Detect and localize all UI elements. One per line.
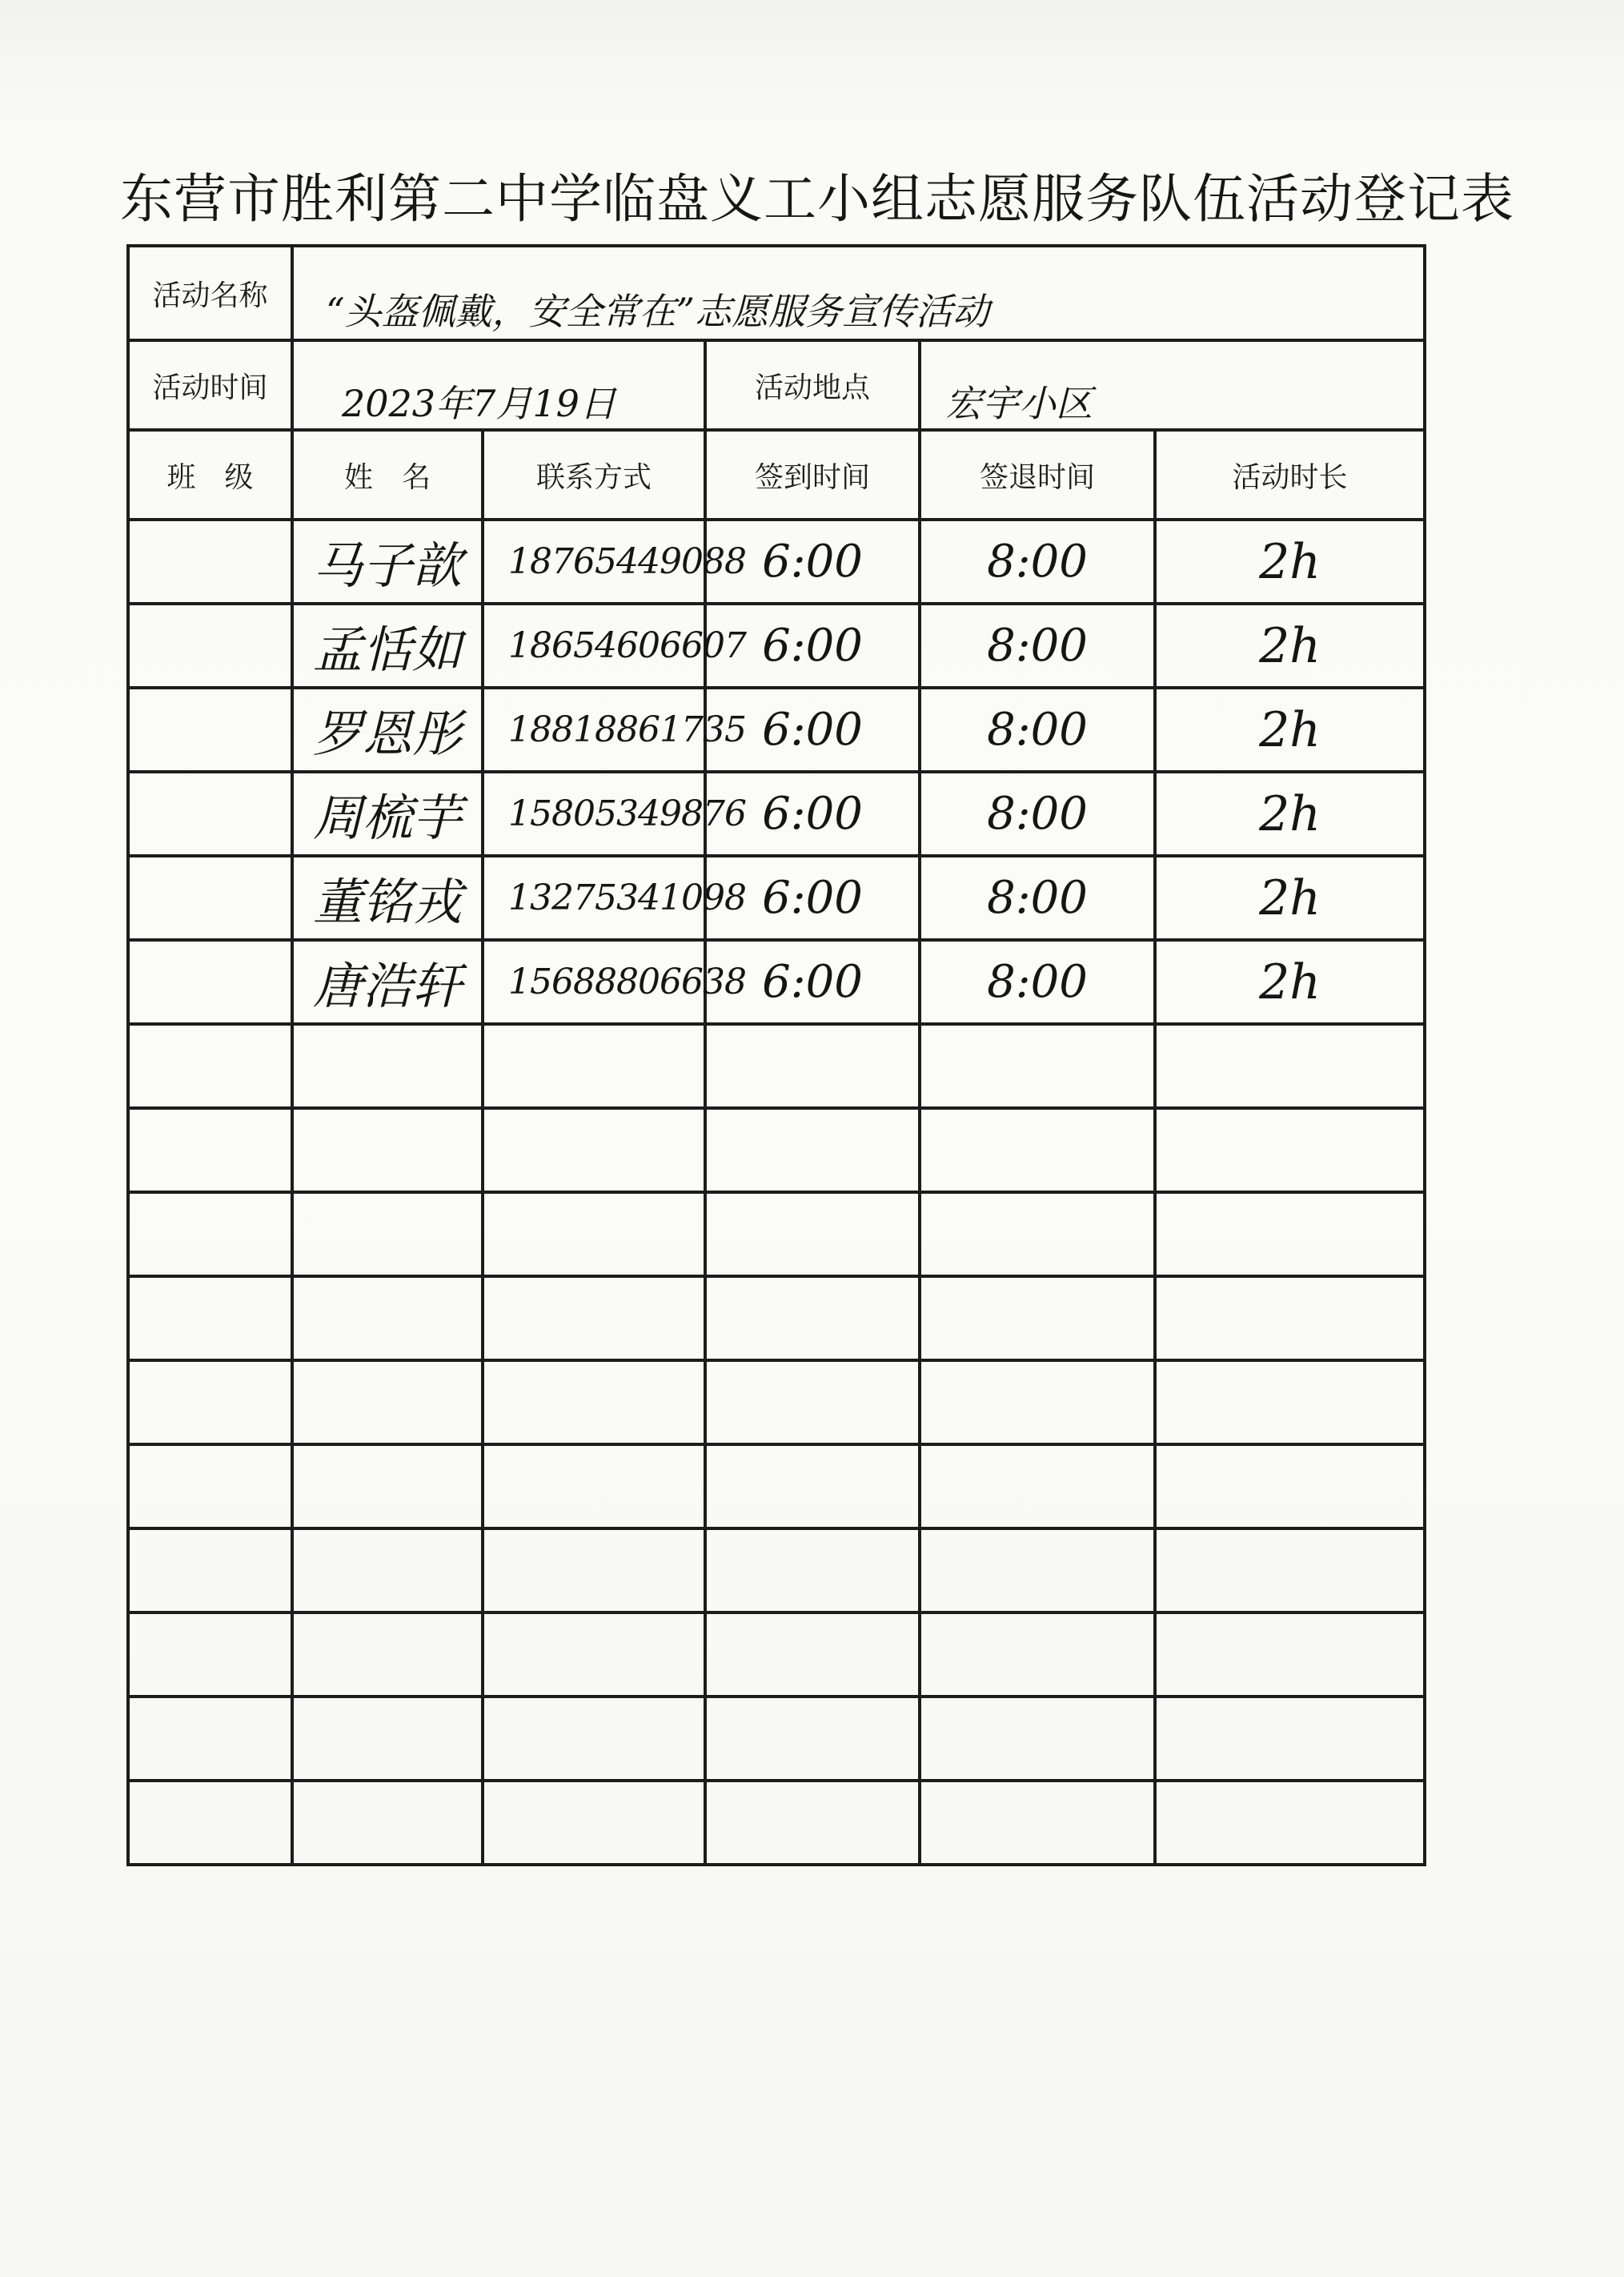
activity-time-value: 2023年7月19日	[342, 382, 616, 425]
registration-table	[126, 244, 1426, 1866]
sign-out-cell	[920, 1360, 1155, 1444]
name-cell	[292, 1360, 483, 1444]
sign-in-cell-value: 6:00	[762, 620, 863, 672]
class-cell	[128, 1444, 292, 1528]
sign-out-cell	[920, 940, 1155, 1024]
class-cell	[128, 1024, 292, 1108]
sign-in-cell	[705, 1781, 920, 1865]
sign-out-cell-value: 8:00	[987, 956, 1088, 1008]
activity-time-label: 活动时间	[128, 340, 292, 430]
sign-in-cell-value: 6:00	[762, 704, 863, 756]
phone-cell-value: 15805349876	[508, 793, 746, 834]
sign-out-cell	[920, 1528, 1155, 1612]
duration-cell-value: 2h	[1259, 533, 1321, 590]
sign-out-cell	[920, 1781, 1155, 1865]
table-row	[128, 1192, 1425, 1276]
table-row	[128, 1781, 1425, 1865]
col-header-phone: 联系方式	[483, 430, 705, 520]
table-row	[128, 1697, 1425, 1781]
sign-in-cell-value: 6:00	[762, 956, 863, 1008]
table-row	[128, 520, 1425, 604]
duration-cell	[1155, 940, 1425, 1024]
sign-in-cell	[705, 1697, 920, 1781]
col-header-sign-in: 签到时间	[705, 430, 920, 520]
phone-cell	[483, 520, 746, 604]
class-cell	[128, 1108, 292, 1192]
phone-cell	[483, 1360, 705, 1444]
sign-in-cell	[705, 1612, 920, 1697]
phone-cell-value: 18818861735	[508, 709, 746, 750]
sign-out-cell	[920, 1444, 1155, 1528]
sign-out-cell-value: 8:00	[987, 872, 1088, 924]
name-cell	[292, 1697, 483, 1781]
duration-cell	[1155, 520, 1425, 604]
phone-cell	[483, 1528, 705, 1612]
duration-cell	[1155, 1276, 1425, 1360]
name-cell	[292, 1612, 483, 1697]
sign-out-cell	[920, 688, 1155, 772]
duration-cell	[1155, 688, 1425, 772]
sign-in-cell	[705, 1444, 920, 1528]
activity-name-row	[128, 246, 1425, 340]
table-row	[128, 604, 1425, 688]
duration-cell	[1155, 1192, 1425, 1276]
phone-cell	[483, 1612, 705, 1697]
sign-out-cell	[920, 772, 1155, 856]
sign-out-cell-value: 8:00	[987, 620, 1088, 672]
duration-cell	[1155, 856, 1425, 940]
name-cell	[292, 1781, 483, 1865]
duration-cell-value: 2h	[1259, 617, 1321, 674]
table-row	[128, 856, 1425, 940]
col-header-class: 班 级	[128, 430, 292, 520]
sign-in-cell	[705, 1528, 920, 1612]
name-cell	[292, 1444, 483, 1528]
name-cell-value: 董铭戎	[312, 873, 462, 931]
class-cell	[128, 520, 292, 604]
name-cell	[292, 1192, 483, 1276]
duration-cell	[1155, 1697, 1425, 1781]
sign-out-cell	[920, 1024, 1155, 1108]
name-cell	[292, 1024, 483, 1108]
name-cell	[292, 940, 483, 1024]
name-cell-value: 唐浩轩	[312, 957, 462, 1015]
table-row	[128, 940, 1425, 1024]
sign-out-cell	[920, 1192, 1155, 1276]
phone-cell-value: 18654606607	[508, 625, 746, 666]
table-row	[128, 1612, 1425, 1697]
name-cell	[292, 1528, 483, 1612]
class-cell	[128, 1276, 292, 1360]
activity-name-label: 活动名称	[128, 246, 292, 340]
name-cell-value: 周梳芋	[312, 789, 462, 847]
sign-out-cell-value: 8:00	[987, 536, 1088, 588]
sign-out-cell	[920, 520, 1155, 604]
sign-in-cell-value: 6:00	[762, 872, 863, 924]
phone-cell	[483, 940, 746, 1024]
form-title: 东营市胜利第二中学临盘义工小组志愿服务队伍活动登记表	[120, 168, 1514, 230]
activity-time-cell	[292, 340, 705, 430]
sign-in-cell	[705, 1276, 920, 1360]
phone-cell	[483, 1697, 705, 1781]
class-cell	[128, 1360, 292, 1444]
duration-cell	[1155, 1360, 1425, 1444]
sign-out-cell	[920, 1697, 1155, 1781]
sign-out-cell	[920, 1108, 1155, 1192]
table-row	[128, 688, 1425, 772]
table-row	[128, 1276, 1425, 1360]
sign-out-cell	[920, 856, 1155, 940]
sign-out-cell	[920, 1612, 1155, 1697]
name-cell-value: 孟恬如	[312, 620, 462, 679]
duration-cell-value: 2h	[1259, 869, 1321, 926]
name-cell	[292, 1276, 483, 1360]
activity-place-value: 宏宇小区	[945, 382, 1093, 425]
sign-out-cell	[920, 604, 1155, 688]
phone-cell	[483, 688, 746, 772]
activity-place-label: 活动地点	[705, 340, 920, 430]
col-header-name: 姓 名	[292, 430, 483, 520]
duration-cell-value: 2h	[1259, 954, 1321, 1010]
name-cell	[292, 520, 483, 604]
class-cell	[128, 772, 292, 856]
class-cell	[128, 1192, 292, 1276]
class-cell	[128, 688, 292, 772]
col-header-duration: 活动时长	[1155, 430, 1425, 520]
table-row	[128, 1024, 1425, 1108]
class-cell	[128, 1528, 292, 1612]
duration-cell	[1155, 1528, 1425, 1612]
sign-in-cell	[705, 1024, 920, 1108]
duration-cell	[1155, 604, 1425, 688]
sign-in-cell	[705, 1192, 920, 1276]
class-cell	[128, 1697, 292, 1781]
phone-cell	[483, 1108, 705, 1192]
name-cell	[292, 604, 483, 688]
sign-out-cell-value: 8:00	[987, 704, 1088, 756]
duration-cell	[1155, 1444, 1425, 1528]
column-header-row	[128, 430, 1425, 520]
duration-cell-value: 2h	[1259, 701, 1321, 758]
duration-cell	[1155, 1024, 1425, 1108]
phone-cell-value: 13275341098	[508, 877, 746, 918]
sign-in-cell	[705, 1360, 920, 1444]
phone-cell	[483, 1444, 705, 1528]
table-row	[128, 1528, 1425, 1612]
activity-place-cell	[920, 340, 1425, 430]
name-cell-value: 马子歆	[312, 536, 462, 595]
sign-in-cell-value: 6:00	[762, 536, 863, 588]
class-cell	[128, 940, 292, 1024]
name-cell	[292, 856, 483, 940]
name-cell	[292, 772, 483, 856]
table-row	[128, 1108, 1425, 1192]
duration-cell	[1155, 1612, 1425, 1697]
duration-cell	[1155, 1781, 1425, 1865]
phone-cell-value: 18765449088	[508, 541, 746, 582]
class-cell	[128, 856, 292, 940]
duration-cell	[1155, 772, 1425, 856]
table-row	[128, 1360, 1425, 1444]
col-header-sign-out: 签退时间	[920, 430, 1155, 520]
sign-out-cell-value: 8:00	[987, 788, 1088, 840]
phone-cell	[483, 1024, 705, 1108]
name-cell	[292, 1108, 483, 1192]
duration-cell-value: 2h	[1259, 785, 1321, 842]
name-cell-value: 罗恩彤	[312, 705, 462, 763]
sign-in-cell-value: 6:00	[762, 788, 863, 840]
sign-in-cell	[705, 1108, 920, 1192]
activity-name-cell	[292, 246, 1425, 340]
duration-cell	[1155, 1108, 1425, 1192]
phone-cell	[483, 604, 746, 688]
class-cell	[128, 604, 292, 688]
activity-time-row	[128, 340, 1425, 430]
table-row	[128, 1444, 1425, 1528]
class-cell	[128, 1781, 292, 1865]
sign-out-cell	[920, 1276, 1155, 1360]
table-row	[128, 772, 1425, 856]
phone-cell	[483, 856, 746, 940]
phone-cell	[483, 1192, 705, 1276]
name-cell	[292, 688, 483, 772]
activity-name-value: “头盔佩戴，安全常在”志愿服务宣传活动	[326, 290, 990, 333]
class-cell	[128, 1612, 292, 1697]
phone-cell	[483, 1781, 705, 1865]
phone-cell	[483, 1276, 705, 1360]
phone-cell-value: 15688806638	[508, 962, 746, 1002]
phone-cell	[483, 772, 746, 856]
